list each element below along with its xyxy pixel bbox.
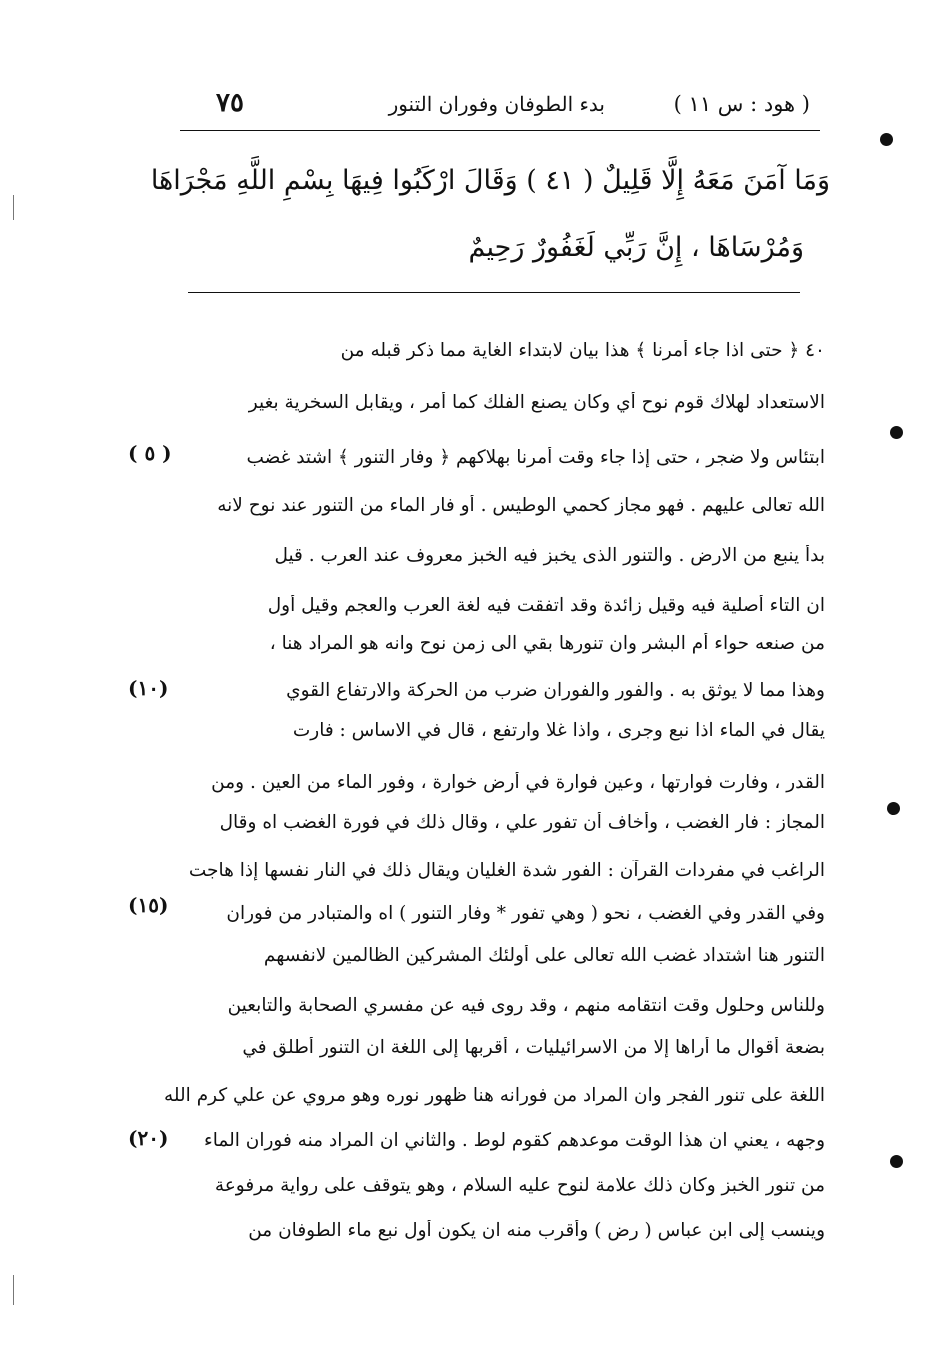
commentary-line: القدر ، وفارت فوارتها ، وعين فوارة في أرض خوارة ، وفور الماء من العين . ومن — [211, 772, 825, 793]
commentary-line: المجاز : فار الغضب ، وأخاف أن تفور علي ، وقال ذلك في فورة الغضب اه وقال — [219, 812, 825, 833]
scan-edge-mark — [13, 195, 14, 220]
commentary-line: وجهه ، يعني ان هذا الوقت موعدهم كقوم لوط . والثاني ان المراد منه فوران الماء — [204, 1130, 825, 1151]
commentary-line: الله تعالى عليهم . فهو مجاز كحمي الوطيس . أو فار الماء من التنور عند نوح لانه — [217, 495, 825, 516]
section-title: بدء الطوفان وفوران التنور — [388, 92, 605, 116]
scan-edge-mark — [13, 1275, 14, 1305]
commentary-line: ابتئاس ولا ضجر ، حتى إذا جاء وقت أمرنا بهلاكهم ﴿ وفار التنور ﴾ اشتد غضب — [246, 447, 825, 468]
verse-line-2: وَمُرْسَاهَا ، إِنَّ رَبِّي لَغَفُورٌ رَحِيمٌ — [468, 232, 804, 263]
commentary-line: من صنعه حواء أم البشر وان تنورها بقي الى زمن نوح وانه هو المراد هنا ، — [269, 633, 825, 654]
line-number-20: (٢٠) — [128, 1126, 169, 1150]
commentary-line: بضعة أقوال ما أراها إلا من الاسرائيليات ، أقربها إلى اللغة ان التنور أطلق في — [242, 1037, 825, 1058]
binding-hole-mark — [880, 133, 893, 146]
commentary-line: الراغب في مفردات القرآن : الفور شدة الغليان ويقال ذلك في النار نفسها إذا هاجت — [188, 860, 825, 881]
commentary-line: وفي القدر وفي الغضب ، نحو ( وهي تفور * وفار التنور ) اه والمتبادر من فوران — [226, 903, 825, 924]
verse-line-1: وَمَا آمَنَ مَعَهُ إِلَّا قَلِيلٌ ( ٤١ ) وَقَالَ ارْكَبُوا فِيهَا بِسْمِ اللَّهِ مَجْرَاهَا — [150, 165, 830, 196]
commentary-line: وللناس وحلول وقت انتقامه منهم ، وقد روى فيه عن مفسري الصحابة والتابعين — [227, 995, 825, 1016]
commentary-line: يقال في الماء اذا نبع وجرى ، واذا غلا وارتفع ، قال في الاساس : فارت — [292, 720, 825, 741]
commentary-line: ٤٠ ﴿ حتى اذا جاء أمرنا ﴾ هذا بيان لابتداء الغاية مما ذكر قبله من — [340, 340, 825, 361]
commentary-line: من تنور الخبز وكان ذلك علامة لنوح عليه السلام ، وهو يتوقف على رواية مرفوعة — [214, 1175, 825, 1196]
page-number: ٧٥ — [216, 88, 244, 118]
commentary-line: الاستعداد لهلاك قوم نوح أي وكان يصنع الفلك كما أمر ، ويقابل السخرية بغير — [248, 392, 825, 413]
verse-divider — [188, 292, 800, 293]
line-number-5: ( ٥ ) — [128, 441, 172, 465]
line-number-10: (١٠) — [128, 676, 169, 700]
commentary-line: التنور هنا اشتداد غضب الله تعالى على أولئك المشركين الظالمين لانفسهم — [263, 945, 825, 966]
binding-hole-mark — [887, 802, 900, 815]
surah-reference: ( هود : س ١١ ) — [673, 92, 810, 116]
commentary-line: ان التاء أصلية فيه وقيل زائدة وقد اتفقت فيه لغة العرب والعجم وقيل أول — [267, 595, 825, 616]
binding-hole-mark — [890, 426, 903, 439]
commentary-line: وينسب إلى ابن عباس ( رض ) وأقرب منه ان يكون أول نبع ماء الطوفان من — [248, 1220, 825, 1241]
line-number-15: (١٥) — [128, 893, 169, 917]
page-header — [180, 86, 820, 126]
commentary-line: اللغة على تنور الفجر وان المراد من فورانه هنا ظهور نوره وهو مروي عن علي كرم الله — [164, 1085, 825, 1106]
commentary-line: بدأ ينبع من الارض . والتنور الذى يخبز فيه الخبز معروف عند العرب . قيل — [274, 545, 825, 566]
binding-hole-mark — [890, 1155, 903, 1168]
header-rule — [180, 130, 820, 131]
commentary-line: وهذا مما لا يوثق به . والفور والفوران ضرب من الحركة والارتفاع القوي — [286, 680, 825, 701]
